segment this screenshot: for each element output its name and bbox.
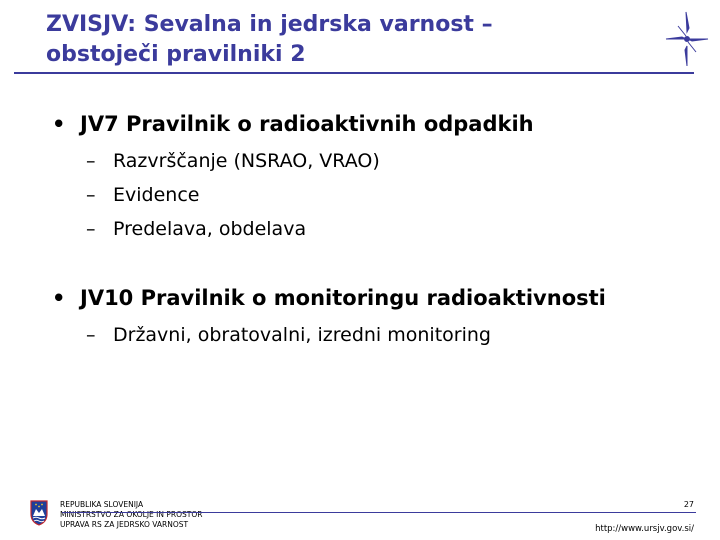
bullet-marker: • xyxy=(52,112,66,136)
bullet-jv7 xyxy=(52,112,534,136)
org-line-republic: REPUBLIKA SLOVENIJA xyxy=(60,500,144,509)
compass-star-logo-icon xyxy=(664,10,710,68)
subitem-marker: – xyxy=(86,218,96,240)
subitem-text: Razvrščanje (NSRAO, VRAO) xyxy=(113,150,380,172)
slide-title-line1: ZVISJV: Sevalna in jedrska varnost – xyxy=(46,12,493,37)
subitem-marker: – xyxy=(86,150,96,172)
slide-title xyxy=(46,10,606,70)
page-number: 27 xyxy=(683,500,694,509)
footer-divider xyxy=(62,512,696,513)
bullet-text: JV10 Pravilnik o monitoringu radioaktivnosti xyxy=(80,286,606,310)
org-line-ministry: MINISTRSTVO ZA OKOLJE IN PROSTOR xyxy=(60,510,203,519)
subitem-text: Predelava, obdelava xyxy=(113,218,307,240)
subitem-razvrscanje xyxy=(86,150,380,172)
subitem-evidence xyxy=(86,184,199,206)
bullet-jv10 xyxy=(52,286,606,310)
slovenia-coat-of-arms-icon xyxy=(30,500,48,526)
footer-organization xyxy=(60,500,202,530)
bullet-text: JV7 Pravilnik o radioaktivnih odpadkih xyxy=(80,112,534,136)
subitem-marker: – xyxy=(86,324,96,346)
subitem-marker: – xyxy=(86,184,96,206)
title-divider xyxy=(14,72,694,74)
subitem-text: Evidence xyxy=(113,184,200,206)
org-line-administration: UPRAVA RS ZA JEDRSKO VARNOST xyxy=(60,520,189,529)
bullet-marker: • xyxy=(52,286,66,310)
subitem-predelava xyxy=(86,218,306,240)
footer-url: http://www.ursjv.gov.si/ xyxy=(595,524,694,534)
slide-title-line2: obstoječi pravilniki 2 xyxy=(46,42,306,67)
subitem-text: Državni, obratovalni, izredni monitoring xyxy=(113,324,491,346)
subitem-monitoring xyxy=(86,324,491,346)
